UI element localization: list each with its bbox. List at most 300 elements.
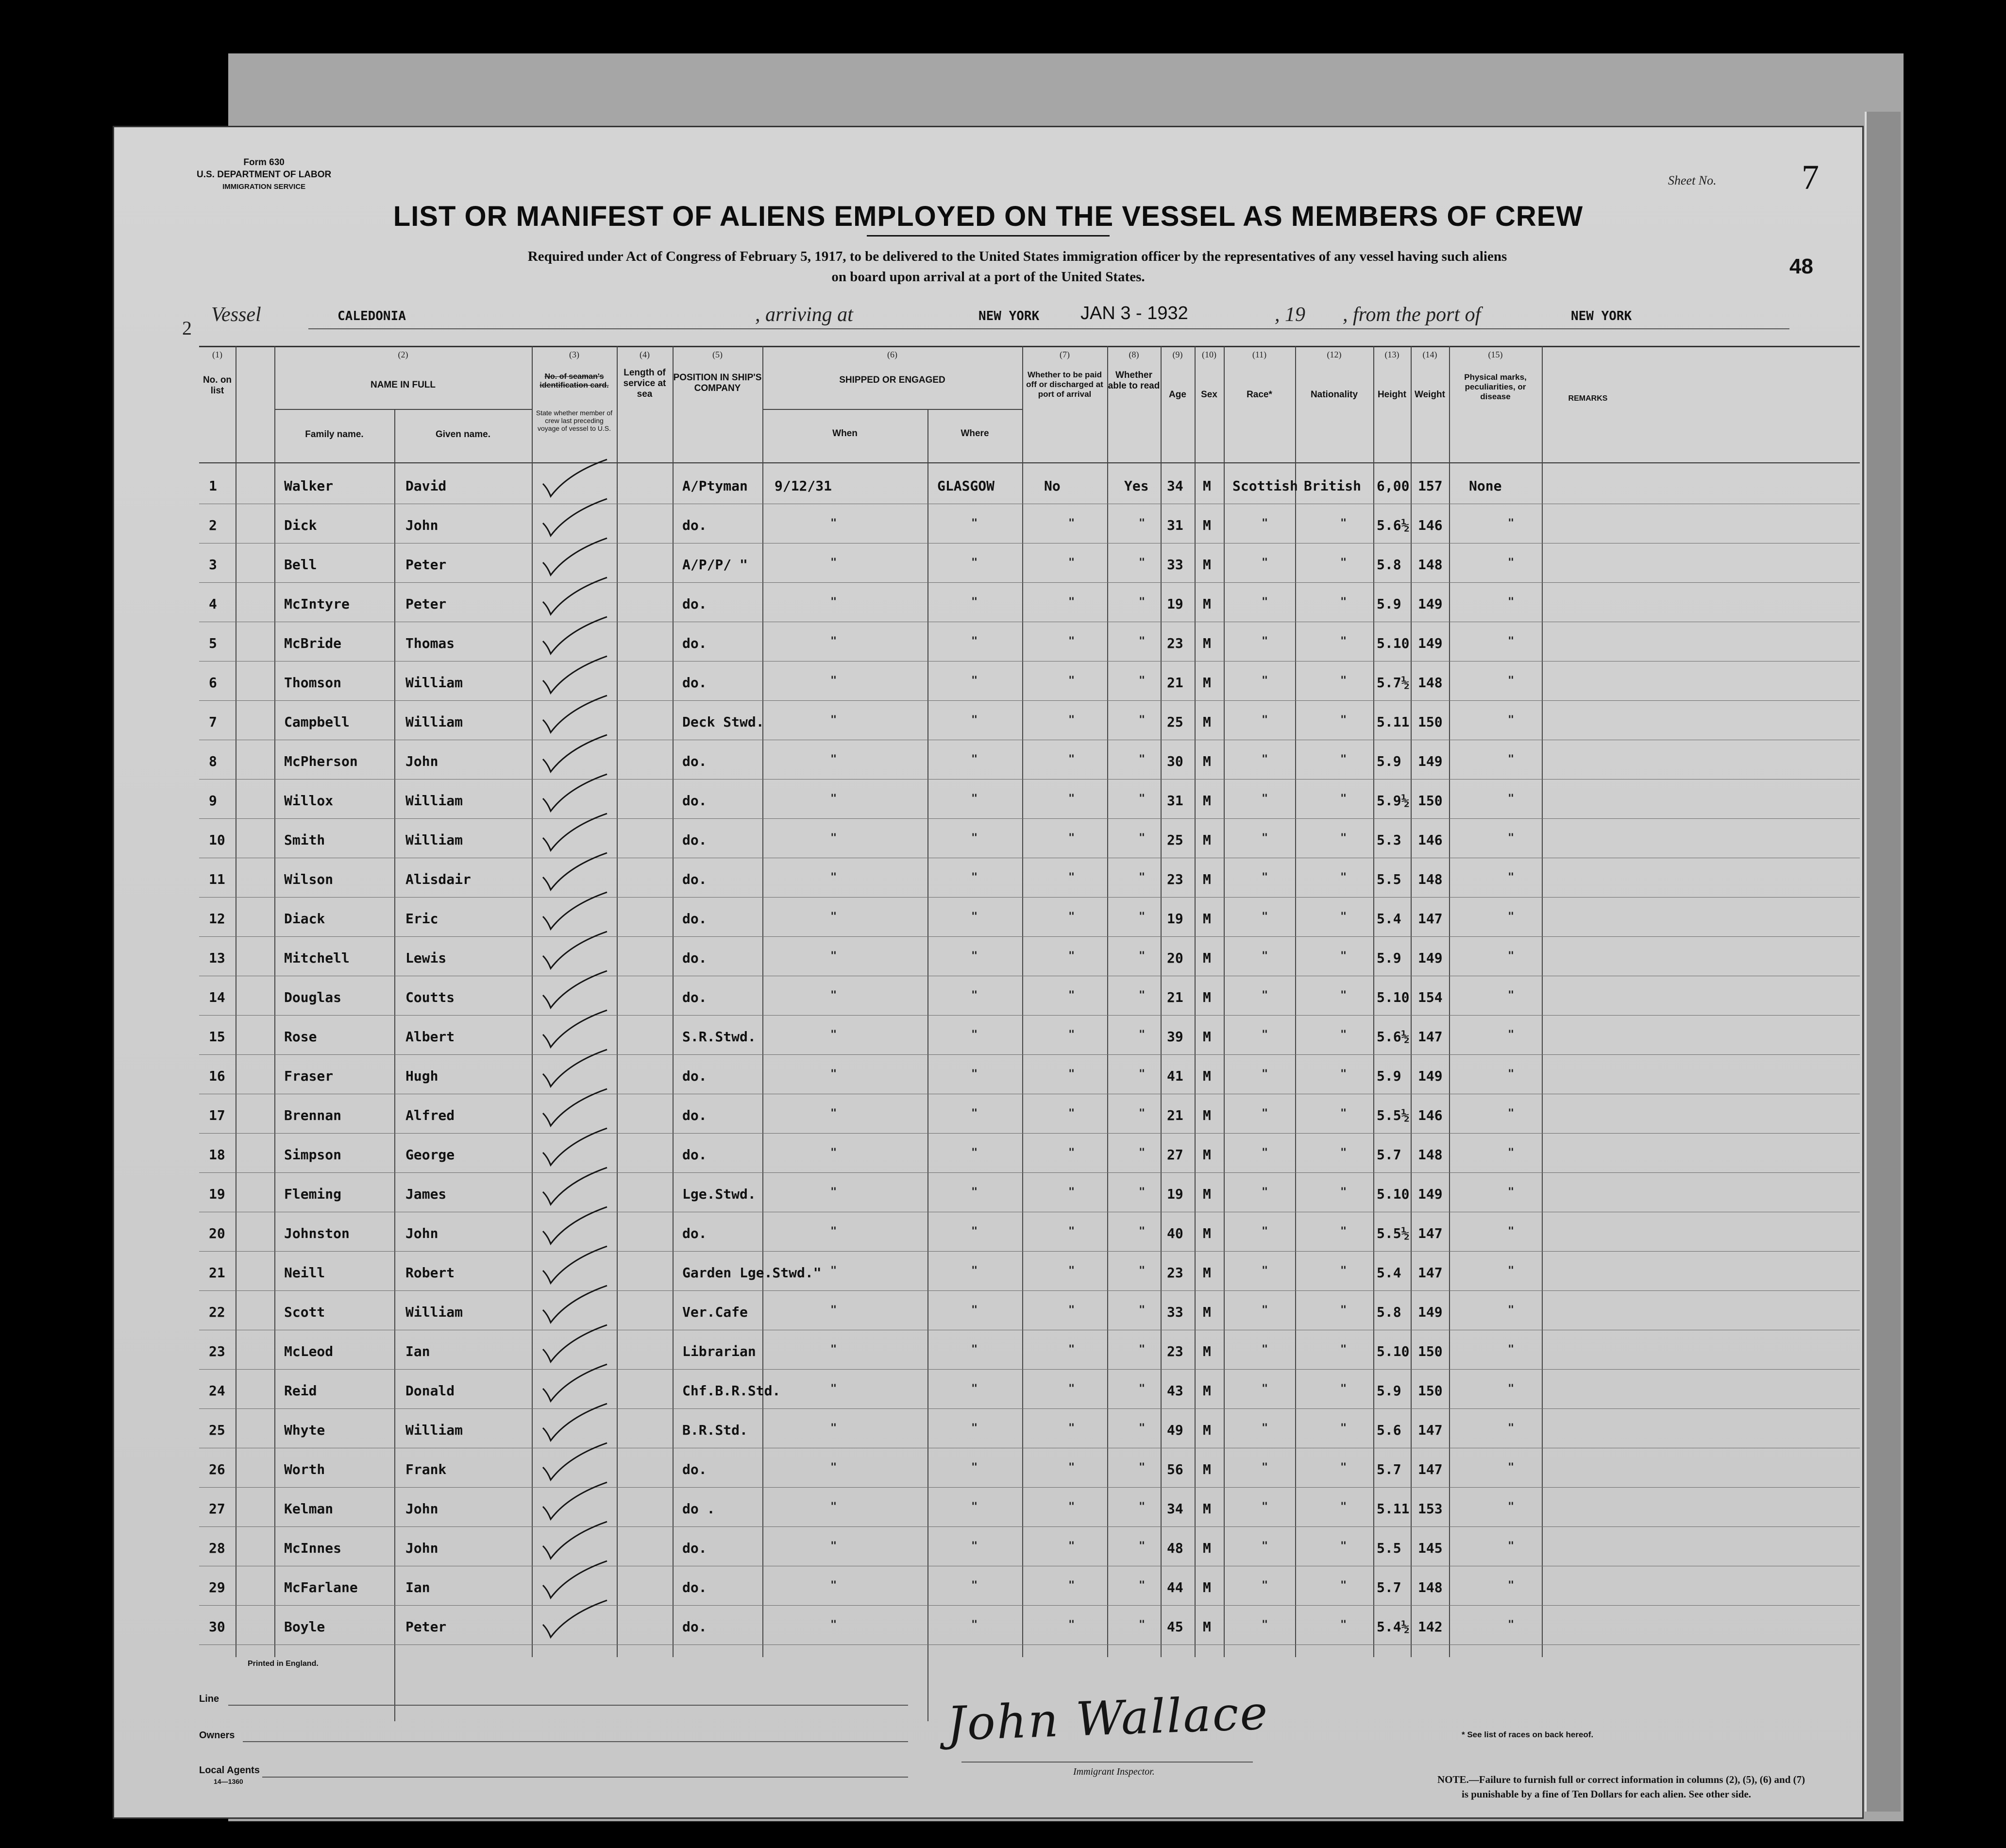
weight: 148 — [1418, 871, 1443, 887]
row-number: 22 — [209, 1304, 225, 1320]
sex: M — [1203, 911, 1211, 927]
sex: M — [1203, 950, 1211, 966]
col-sex: Sex — [1201, 390, 1217, 400]
row-number: 20 — [209, 1225, 225, 1241]
row-number: 13 — [209, 950, 225, 966]
row-number: 4 — [209, 596, 217, 612]
height: 5.9½ — [1377, 793, 1410, 809]
col-num: (6) — [887, 350, 897, 359]
age: 33 — [1167, 557, 1183, 573]
family-name: Worth — [284, 1461, 325, 1477]
col-no-on-list: No. on list — [202, 375, 232, 396]
weight: 145 — [1418, 1540, 1443, 1556]
weight: 149 — [1418, 1068, 1443, 1084]
age: 45 — [1167, 1619, 1183, 1635]
ditto-mark: " — [1508, 1422, 1515, 1434]
ditto-mark: " — [1068, 871, 1075, 883]
col-paid-off: Whether to be paid off or discharged at port of arrival — [1026, 370, 1103, 399]
sheet-number: 7 — [1802, 158, 1819, 197]
given-name: Peter — [405, 557, 447, 573]
weight: 149 — [1418, 596, 1443, 612]
ditto-mark: " — [1068, 1225, 1075, 1238]
ditto-mark: " — [830, 517, 837, 529]
ditto-mark: " — [1068, 517, 1075, 529]
col-num: (13) — [1384, 350, 1399, 359]
ditto-mark: " — [1340, 1461, 1347, 1474]
given-name: William — [405, 1422, 463, 1438]
height: 5.6 — [1377, 1422, 1401, 1438]
weight: 148 — [1418, 1147, 1443, 1163]
position: Ver.Cafe — [682, 1304, 748, 1320]
family-name: Smith — [284, 832, 325, 848]
position: Deck Stwd. — [682, 714, 764, 730]
ditto-mark: " — [1508, 596, 1515, 608]
col-id-card: No. of seaman's identification card. — [539, 373, 609, 390]
ditto-mark: " — [971, 1147, 978, 1159]
sex: M — [1203, 1147, 1211, 1163]
check-mark-icon — [539, 1560, 612, 1604]
ditto-mark: " — [971, 1383, 978, 1395]
table-row — [199, 1501, 1860, 1540]
ditto-mark: " — [1068, 793, 1075, 805]
table-row — [199, 1540, 1860, 1579]
ditto-mark: " — [1068, 1540, 1075, 1552]
row-number: 26 — [209, 1461, 225, 1477]
ditto-mark: " — [830, 1304, 837, 1316]
ditto-mark: " — [1340, 1422, 1347, 1434]
check-mark-icon — [539, 1599, 612, 1643]
table-row — [199, 1579, 1860, 1619]
row-number: 12 — [209, 911, 225, 927]
ditto-mark: " — [1508, 675, 1515, 687]
row-number: 18 — [209, 1147, 225, 1163]
ditto-mark: " — [1508, 557, 1515, 569]
table-row — [199, 1304, 1860, 1343]
ditto-mark: " — [1340, 1383, 1347, 1395]
check-mark-icon — [539, 655, 612, 699]
row-number: 29 — [209, 1579, 225, 1595]
position: do. — [682, 753, 707, 769]
row-number: 5 — [209, 635, 217, 651]
sex: M — [1203, 1265, 1211, 1281]
col-when: When — [832, 428, 858, 439]
ditto-mark: " — [1139, 793, 1146, 805]
ditto-mark: " — [1139, 871, 1146, 883]
row-number: 23 — [209, 1343, 225, 1359]
weight: 146 — [1418, 1107, 1443, 1123]
check-mark-icon — [539, 734, 612, 778]
ditto-mark: " — [1262, 1304, 1268, 1316]
ditto-mark: " — [1139, 1265, 1146, 1277]
ditto-mark: " — [1068, 1029, 1075, 1041]
ditto-mark: " — [1139, 1147, 1146, 1159]
ditto-mark: " — [1508, 1501, 1515, 1513]
weight: 150 — [1418, 793, 1443, 809]
weight: 146 — [1418, 832, 1443, 848]
sex: M — [1203, 753, 1211, 769]
ditto-mark: " — [830, 871, 837, 883]
position: do. — [682, 911, 707, 927]
ditto-mark: " — [830, 1343, 837, 1356]
check-mark-icon — [539, 1521, 612, 1564]
ditto-mark: " — [971, 714, 978, 726]
form-number: Form 630 — [243, 157, 285, 168]
ditto-mark: " — [971, 832, 978, 844]
shipped-when: 9/12/31 — [775, 478, 832, 494]
ditto-mark: " — [971, 675, 978, 687]
ditto-mark: " — [1139, 1068, 1146, 1080]
weight: 147 — [1418, 911, 1443, 927]
given-name: Ian — [405, 1343, 430, 1359]
table-row — [199, 517, 1860, 557]
position: Garden Lge.Stwd." — [682, 1265, 822, 1281]
ditto-mark: " — [830, 1422, 837, 1434]
age: 39 — [1167, 1029, 1183, 1045]
check-mark-icon — [539, 1088, 612, 1132]
check-mark-icon — [539, 1206, 612, 1250]
family-name: Walker — [284, 478, 334, 494]
check-mark-icon — [539, 970, 612, 1014]
age: 40 — [1167, 1225, 1183, 1241]
height: 5.5½ — [1377, 1225, 1410, 1241]
age: 19 — [1167, 1186, 1183, 1202]
ditto-mark: " — [1262, 635, 1268, 647]
ditto-mark: " — [971, 1501, 978, 1513]
check-mark-icon — [539, 1403, 612, 1446]
table-row — [199, 1186, 1860, 1225]
row-number: 14 — [209, 989, 225, 1005]
ditto-mark: " — [1340, 950, 1347, 962]
family-name: Douglas — [284, 989, 342, 1005]
paid-off: No — [1044, 478, 1061, 494]
family-name: Fraser — [284, 1068, 334, 1084]
weight: 146 — [1418, 517, 1443, 533]
ditto-mark: " — [971, 1304, 978, 1316]
ditto-mark: " — [1139, 1461, 1146, 1474]
sex: M — [1203, 1343, 1211, 1359]
height: 5.9 — [1377, 753, 1401, 769]
from-port-label: , from the port of — [1343, 304, 1481, 326]
ditto-mark: " — [1340, 1579, 1347, 1592]
given-name: Albert — [405, 1029, 455, 1045]
ditto-mark: " — [1262, 950, 1268, 962]
height: 5.5 — [1377, 1540, 1401, 1556]
vessel-line — [211, 303, 1789, 332]
sex: M — [1203, 1422, 1211, 1438]
ditto-mark: " — [830, 1068, 837, 1080]
sex: M — [1203, 1225, 1211, 1241]
table-row — [199, 635, 1860, 675]
table-row — [199, 1225, 1860, 1265]
weight: 147 — [1418, 1029, 1443, 1045]
page-edge-stack — [1865, 112, 1901, 1812]
ditto-mark: " — [1139, 832, 1146, 844]
age: 31 — [1167, 793, 1183, 809]
ditto-mark: " — [1262, 832, 1268, 844]
check-mark-icon — [539, 931, 612, 974]
check-mark-icon — [539, 537, 612, 581]
col-num: (14) — [1422, 350, 1437, 359]
ditto-mark: " — [1508, 1147, 1515, 1159]
ditto-mark: " — [1262, 1461, 1268, 1474]
given-name: John — [405, 1540, 438, 1556]
ditto-mark: " — [1340, 635, 1347, 647]
ditto-mark: " — [830, 675, 837, 687]
ditto-mark: " — [1068, 1501, 1075, 1513]
table-row — [199, 950, 1860, 989]
ditto-mark: " — [1340, 1501, 1347, 1513]
ditto-mark: " — [830, 635, 837, 647]
ditto-mark: " — [1068, 596, 1075, 608]
ditto-mark: " — [1508, 1029, 1515, 1041]
ditto-mark: " — [1340, 714, 1347, 726]
height: 5.10 — [1377, 1186, 1410, 1202]
family-name: McLeod — [284, 1343, 334, 1359]
age: 21 — [1167, 1107, 1183, 1123]
ditto-mark: " — [1139, 1501, 1146, 1513]
ditto-mark: " — [1068, 635, 1075, 647]
table-row — [199, 1029, 1860, 1068]
table-row — [199, 1619, 1860, 1658]
ditto-mark: " — [1068, 1304, 1075, 1316]
fine-note-2: is punishable by a fine of Ten Dollars for each alien. See other side. — [1462, 1788, 1752, 1800]
age: 20 — [1167, 950, 1183, 966]
ditto-mark: " — [1262, 871, 1268, 883]
ditto-mark: " — [1068, 1422, 1075, 1434]
ditto-mark: " — [971, 1343, 978, 1356]
height: 5.7½ — [1377, 675, 1410, 691]
from-port: NEW YORK — [1571, 309, 1632, 323]
footer — [199, 1657, 1860, 1813]
check-mark-icon — [539, 773, 612, 817]
ditto-mark: " — [1068, 753, 1075, 765]
given-name: Thomas — [405, 635, 455, 651]
ditto-mark: " — [1340, 1107, 1347, 1119]
ditto-mark: " — [1139, 950, 1146, 962]
sheet-number-label: Sheet No. — [1668, 173, 1717, 187]
ditto-mark: " — [1262, 1147, 1268, 1159]
row-number: 30 — [209, 1619, 225, 1635]
ditto-mark: " — [971, 989, 978, 1001]
given-name: John — [405, 517, 438, 533]
ditto-mark: " — [1508, 1383, 1515, 1395]
given-name: William — [405, 793, 463, 809]
ditto-mark: " — [1508, 911, 1515, 923]
row-number: 10 — [209, 832, 225, 848]
height: 5.8 — [1377, 1304, 1401, 1320]
weight: 149 — [1418, 753, 1443, 769]
ditto-mark: " — [1508, 635, 1515, 647]
check-mark-icon — [539, 458, 612, 502]
weight: 149 — [1418, 1304, 1443, 1320]
check-mark-icon — [539, 695, 612, 738]
ditto-mark: " — [971, 911, 978, 923]
ditto-mark: " — [1262, 1540, 1268, 1552]
ditto-mark: " — [1340, 989, 1347, 1001]
ditto-mark: " — [1262, 989, 1268, 1001]
col-num: (11) — [1252, 350, 1267, 359]
family-name: Diack — [284, 911, 325, 927]
age: 25 — [1167, 832, 1183, 848]
ditto-mark: " — [1508, 1619, 1515, 1631]
ditto-mark: " — [971, 1579, 978, 1592]
ditto-mark: " — [1262, 793, 1268, 805]
given-name: William — [405, 832, 463, 848]
weight: 154 — [1418, 989, 1443, 1005]
ditto-mark: " — [1262, 517, 1268, 529]
table-row — [199, 911, 1860, 950]
ditto-mark: " — [1139, 1540, 1146, 1552]
ditto-mark: " — [1068, 557, 1075, 569]
given-name: Hugh — [405, 1068, 438, 1084]
age: 41 — [1167, 1068, 1183, 1084]
weight: 149 — [1418, 950, 1443, 966]
ditto-mark: " — [971, 1107, 978, 1119]
check-mark-icon — [539, 498, 612, 542]
height: 5.11 — [1377, 1501, 1410, 1517]
ditto-mark: " — [1139, 1619, 1146, 1631]
check-mark-icon — [539, 1481, 612, 1525]
col-age: Age — [1169, 390, 1186, 400]
weight: 149 — [1418, 635, 1443, 651]
family-name: Kelman — [284, 1501, 334, 1517]
ditto-mark: " — [1262, 714, 1268, 726]
ditto-mark: " — [1139, 1107, 1146, 1119]
col-family-name: Family name. — [305, 429, 364, 440]
height: 5.4 — [1377, 1265, 1401, 1281]
ditto-mark: " — [830, 832, 837, 844]
local-agents-label: Local Agents — [199, 1765, 260, 1776]
ditto-mark: " — [830, 1147, 837, 1159]
ditto-mark: " — [1139, 635, 1146, 647]
check-mark-icon — [539, 616, 612, 660]
ditto-mark: " — [971, 1540, 978, 1552]
height: 5.9 — [1377, 596, 1401, 612]
sex: M — [1203, 832, 1211, 848]
height: 5.11 — [1377, 714, 1410, 730]
ditto-mark: " — [1508, 753, 1515, 765]
family-name: Wilson — [284, 871, 334, 887]
ditto-mark: " — [1262, 1186, 1268, 1198]
family-name: Johnston — [284, 1225, 350, 1241]
given-name: John — [405, 1225, 438, 1241]
inspector-signature: John Wallace — [946, 1685, 1270, 1751]
row-number: 3 — [209, 557, 217, 573]
age: 48 — [1167, 1540, 1183, 1556]
col-length-service: Length of service at sea — [623, 368, 666, 399]
ditto-mark: " — [1340, 871, 1347, 883]
row-number: 8 — [209, 753, 217, 769]
position: do. — [682, 1068, 707, 1084]
age: 23 — [1167, 1265, 1183, 1281]
table-row — [199, 1461, 1860, 1501]
year-label: , 19 — [1275, 304, 1305, 326]
ditto-mark: " — [1068, 675, 1075, 687]
row-number: 24 — [209, 1383, 225, 1399]
line-label: Line — [199, 1694, 219, 1704]
col-nationality: Nationality — [1310, 390, 1358, 400]
position: do. — [682, 596, 707, 612]
ditto-mark: " — [1262, 911, 1268, 923]
ditto-mark: " — [830, 1029, 837, 1041]
col-num: (15) — [1488, 350, 1503, 359]
ditto-mark: " — [1508, 1107, 1515, 1119]
ditto-mark: " — [971, 871, 978, 883]
ditto-mark: " — [1340, 793, 1347, 805]
family-name: McIntyre — [284, 596, 350, 612]
row-number: 28 — [209, 1540, 225, 1556]
ditto-mark: " — [1139, 1186, 1146, 1198]
sex: M — [1203, 871, 1211, 887]
ditto-mark: " — [1508, 1265, 1515, 1277]
age: 21 — [1167, 675, 1183, 691]
ditto-mark: " — [830, 989, 837, 1001]
col-num: (9) — [1172, 350, 1183, 359]
family-name: Scott — [284, 1304, 325, 1320]
position: Lge.Stwd. — [682, 1186, 756, 1202]
fine-note-1: NOTE.—Failure to furnish full or correct information in columns (2), (5), (6) and (7) — [1437, 1774, 1805, 1785]
ditto-mark: " — [830, 1579, 837, 1592]
height: 5.10 — [1377, 989, 1410, 1005]
ditto-mark: " — [1068, 1343, 1075, 1356]
height: 5.3 — [1377, 832, 1401, 848]
weight: 147 — [1418, 1461, 1443, 1477]
given-name: Frank — [405, 1461, 447, 1477]
ditto-mark: " — [1340, 1343, 1347, 1356]
sex: M — [1203, 989, 1211, 1005]
ditto-mark: " — [1139, 714, 1146, 726]
age: 34 — [1167, 1501, 1183, 1517]
table-row — [199, 753, 1860, 793]
given-name: Coutts — [405, 989, 455, 1005]
sex: M — [1203, 1186, 1211, 1202]
ditto-mark: " — [1508, 1068, 1515, 1080]
ditto-mark: " — [1508, 950, 1515, 962]
row-number: 7 — [209, 714, 217, 730]
ditto-mark: " — [1262, 1383, 1268, 1395]
age: 19 — [1167, 911, 1183, 927]
ditto-mark: " — [971, 950, 978, 962]
given-name: Robert — [405, 1265, 455, 1281]
ditto-mark: " — [1340, 832, 1347, 844]
ditto-mark: " — [1068, 1619, 1075, 1631]
ditto-mark: " — [1340, 1068, 1347, 1080]
ditto-mark: " — [1262, 1343, 1268, 1356]
ditto-mark: " — [971, 1422, 978, 1434]
row-number: 2 — [209, 517, 217, 533]
ditto-mark: " — [1508, 832, 1515, 844]
table-row — [199, 832, 1860, 871]
ditto-mark: " — [971, 753, 978, 765]
given-name: Donald — [405, 1383, 455, 1399]
height: 5.6½ — [1377, 517, 1410, 533]
age: 31 — [1167, 517, 1183, 533]
height: 5.7 — [1377, 1461, 1401, 1477]
position: A/P/P/ " — [682, 557, 748, 573]
check-mark-icon — [539, 1324, 612, 1368]
sex: M — [1203, 596, 1211, 612]
ditto-mark: " — [830, 793, 837, 805]
height: 5.10 — [1377, 1343, 1410, 1359]
age: 44 — [1167, 1579, 1183, 1595]
family-name: McPherson — [284, 753, 358, 769]
age: 21 — [1167, 989, 1183, 1005]
given-name: Ian — [405, 1579, 430, 1595]
row-number: 16 — [209, 1068, 225, 1084]
ditto-mark: " — [830, 1461, 837, 1474]
ditto-mark: " — [830, 1501, 837, 1513]
check-mark-icon — [539, 1363, 612, 1407]
